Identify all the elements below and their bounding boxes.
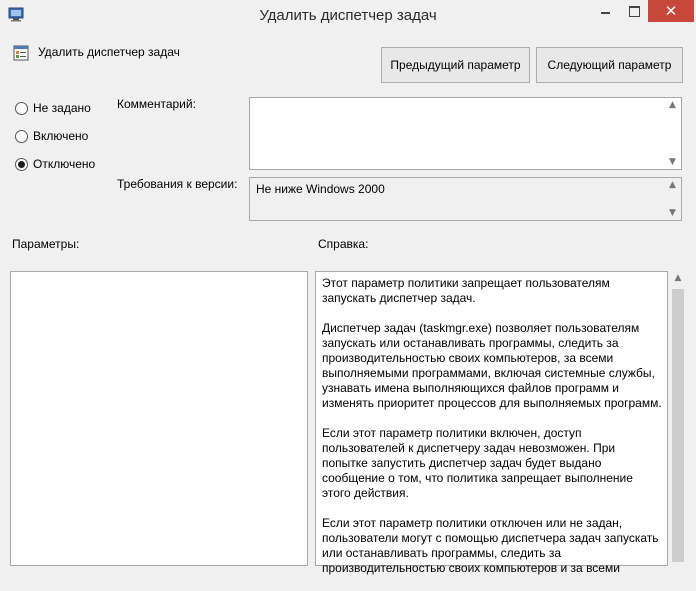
policy-setting-icon — [13, 45, 29, 61]
help-paragraph: Этот параметр политики запрещает пользователям запускать диспетчер задач. — [322, 276, 610, 305]
parameters-panel — [10, 271, 308, 566]
radio-circle[interactable] — [15, 158, 28, 171]
scroll-down-icon[interactable]: ▼ — [669, 157, 676, 167]
policy-name: Удалить диспетчер задач — [38, 45, 180, 59]
help-paragraph: Диспетчер задач (taskmgr.exe) позволяет пользователям запускать или останавливать программы, следить за производительностью своих компьютеров, за всеми выполняемыми программами, включая системные службы, узнавать имена выполняющихся файлов программ и изменять приоритет процессов для выполняемых программ. — [322, 321, 662, 410]
radio-not-configured[interactable] — [15, 101, 91, 115]
requirements-value: Не ниже Windows 2000 — [256, 182, 385, 196]
radio-disabled[interactable] — [15, 157, 95, 171]
comment-field[interactable] — [249, 97, 682, 170]
help-paragraph: Если этот параметр политики включен, доступ пользователей к диспетчеру задач невозможен. При попытке запустить диспетчер задач будет выдано сообщение о том, что политика запрещает выполнение этого действия. — [322, 426, 633, 500]
requirements-label: Требования к версии: — [117, 177, 238, 191]
requirements-field — [249, 177, 682, 221]
close-icon: ✕ — [664, 2, 678, 20]
radio-enabled[interactable] — [15, 129, 88, 143]
title-bar — [0, 0, 696, 32]
comment-scrollbar[interactable] — [664, 98, 681, 169]
requirements-scrollbar[interactable] — [664, 178, 681, 220]
maximize-button[interactable] — [620, 0, 648, 22]
help-text — [322, 276, 662, 591]
help-paragraph: Если этот параметр политики отключен или не задан, пользователи могут с помощью диспетчера задач запускать или останавливать программы, следить за производительностью своих компьютеров и за всеми — [322, 516, 659, 575]
scroll-down-icon[interactable]: ▼ — [669, 208, 676, 218]
scroll-up-icon[interactable]: ▲ — [669, 100, 676, 110]
radio-circle[interactable] — [15, 130, 28, 143]
next-setting-button[interactable]: Следующий параметр — [536, 47, 683, 83]
scroll-thumb[interactable] — [672, 289, 684, 562]
help-scrollbar[interactable] — [670, 271, 686, 562]
comment-label: Комментарий: — [117, 97, 196, 111]
help-panel — [315, 271, 668, 575]
radio-label: Включено — [33, 129, 89, 143]
help-label: Справка: — [318, 237, 369, 251]
minimize-button[interactable] — [590, 0, 620, 22]
close-button[interactable] — [648, 0, 694, 22]
scroll-up-icon[interactable]: ▲ — [669, 180, 676, 190]
scroll-up-icon[interactable]: ▲ — [674, 273, 682, 283]
window-title: Удалить диспетчер задач — [259, 7, 437, 24]
radio-circle[interactable] — [15, 102, 28, 115]
radio-label: Отключено — [33, 157, 96, 171]
parameters-label: Параметры: — [12, 237, 80, 251]
previous-setting-button[interactable]: Предыдущий параметр — [381, 47, 530, 83]
radio-label: Не задано — [33, 101, 91, 115]
